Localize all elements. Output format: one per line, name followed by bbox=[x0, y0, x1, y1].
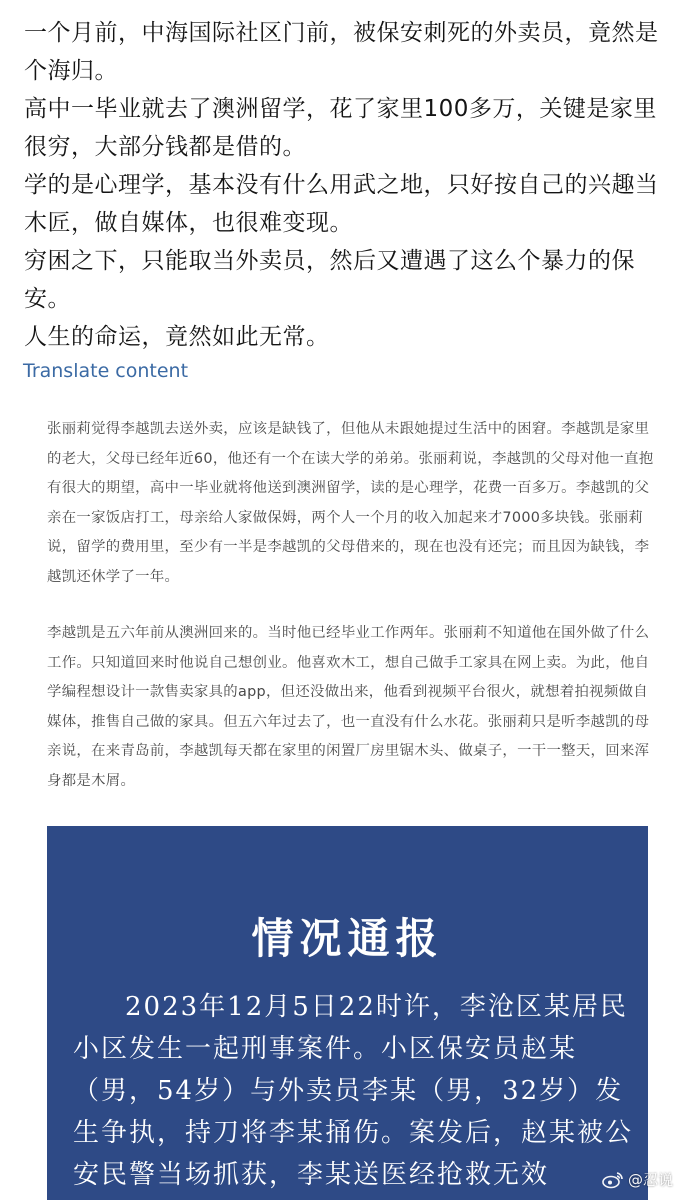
article-paragraph: 张丽莉觉得李越凯去送外卖，应该是缺钱了，但他从未跟她提过生活中的困窘。李越凯是家里的老大，父母已经年近60，他还有一个在读大学的弟弟。张丽莉说，李越凯的父母对他一直抱有很大的期望，高中一毕业就将他送到澳洲留学，读的是心理学，花费一百多万。李越凯的父亲在一家饭店打工，母亲给人家做保姆，两个人一个月的收入加起来才7000多块钱。张丽莉说，留学的费用里，至少有一半是李越凯的父母借来的，现在也没有还完；而且因为缺钱，李越凯还休学了一年。 bbox=[47, 421, 654, 585]
notice-body: 2023年12月5日22时许，李沧区某居民小区发生一起刑事案件。小区保安员赵某（男，54岁）与外卖员李某（男，32岁）发生争执，持刀将李某捅伤。案发后，赵某被公安民警当场抓获，李某送医经抢救无效 bbox=[73, 992, 634, 1190]
police-notice-image bbox=[47, 826, 648, 1200]
post-paragraph: 穷困之下，只能取当外卖员，然后又遭遇了这么个暴力的保安。 bbox=[24, 248, 635, 312]
post-paragraph: 人生的命运，竟然如此无常。 bbox=[24, 324, 330, 350]
post-content bbox=[24, 14, 674, 356]
watermark-text: @忍说 bbox=[627, 1171, 673, 1189]
translate-content-link[interactable]: Translate content bbox=[23, 360, 189, 382]
notice-title: 情况通报 bbox=[251, 914, 444, 963]
post-paragraph: 学的是心理学，基本没有什么用武之地，只好按自己的兴趣当木匠，做自媒体，也很难变现。 bbox=[24, 172, 659, 236]
post-paragraph: 高中一毕业就去了澳洲留学，花了家里100多万，关键是家里很穷，大部分钱都是借的。 bbox=[24, 96, 657, 160]
post-paragraph: 一个月前，中海国际社区门前，被保安刺死的外卖员，竟然是个海归。 bbox=[24, 20, 659, 84]
weibo-icon bbox=[602, 1171, 624, 1189]
article-paragraph: 李越凯是五六年前从澳洲回来的。当时他已经毕业工作两年。张丽莉不知道他在国外做了什么工作。只知道回来时他说自己想创业。他喜欢木工，想自己做手工家具在网上卖。为此，他自学编程想设计一款售卖家具的app，但还没做出来，他看到视频平台很火，就想着拍视频做自媒体，推售自己做的家具。但五六年过去了，也一直没有什么水花。张丽莉只是听李越凯的母亲说，在来青岛前，李越凯每天都在家里的闲置厂房里锯木头、做桌子，一干一整天，回来浑身都是木屑。 bbox=[47, 625, 650, 789]
watermark bbox=[602, 1169, 673, 1190]
article-screenshot bbox=[47, 415, 657, 796]
